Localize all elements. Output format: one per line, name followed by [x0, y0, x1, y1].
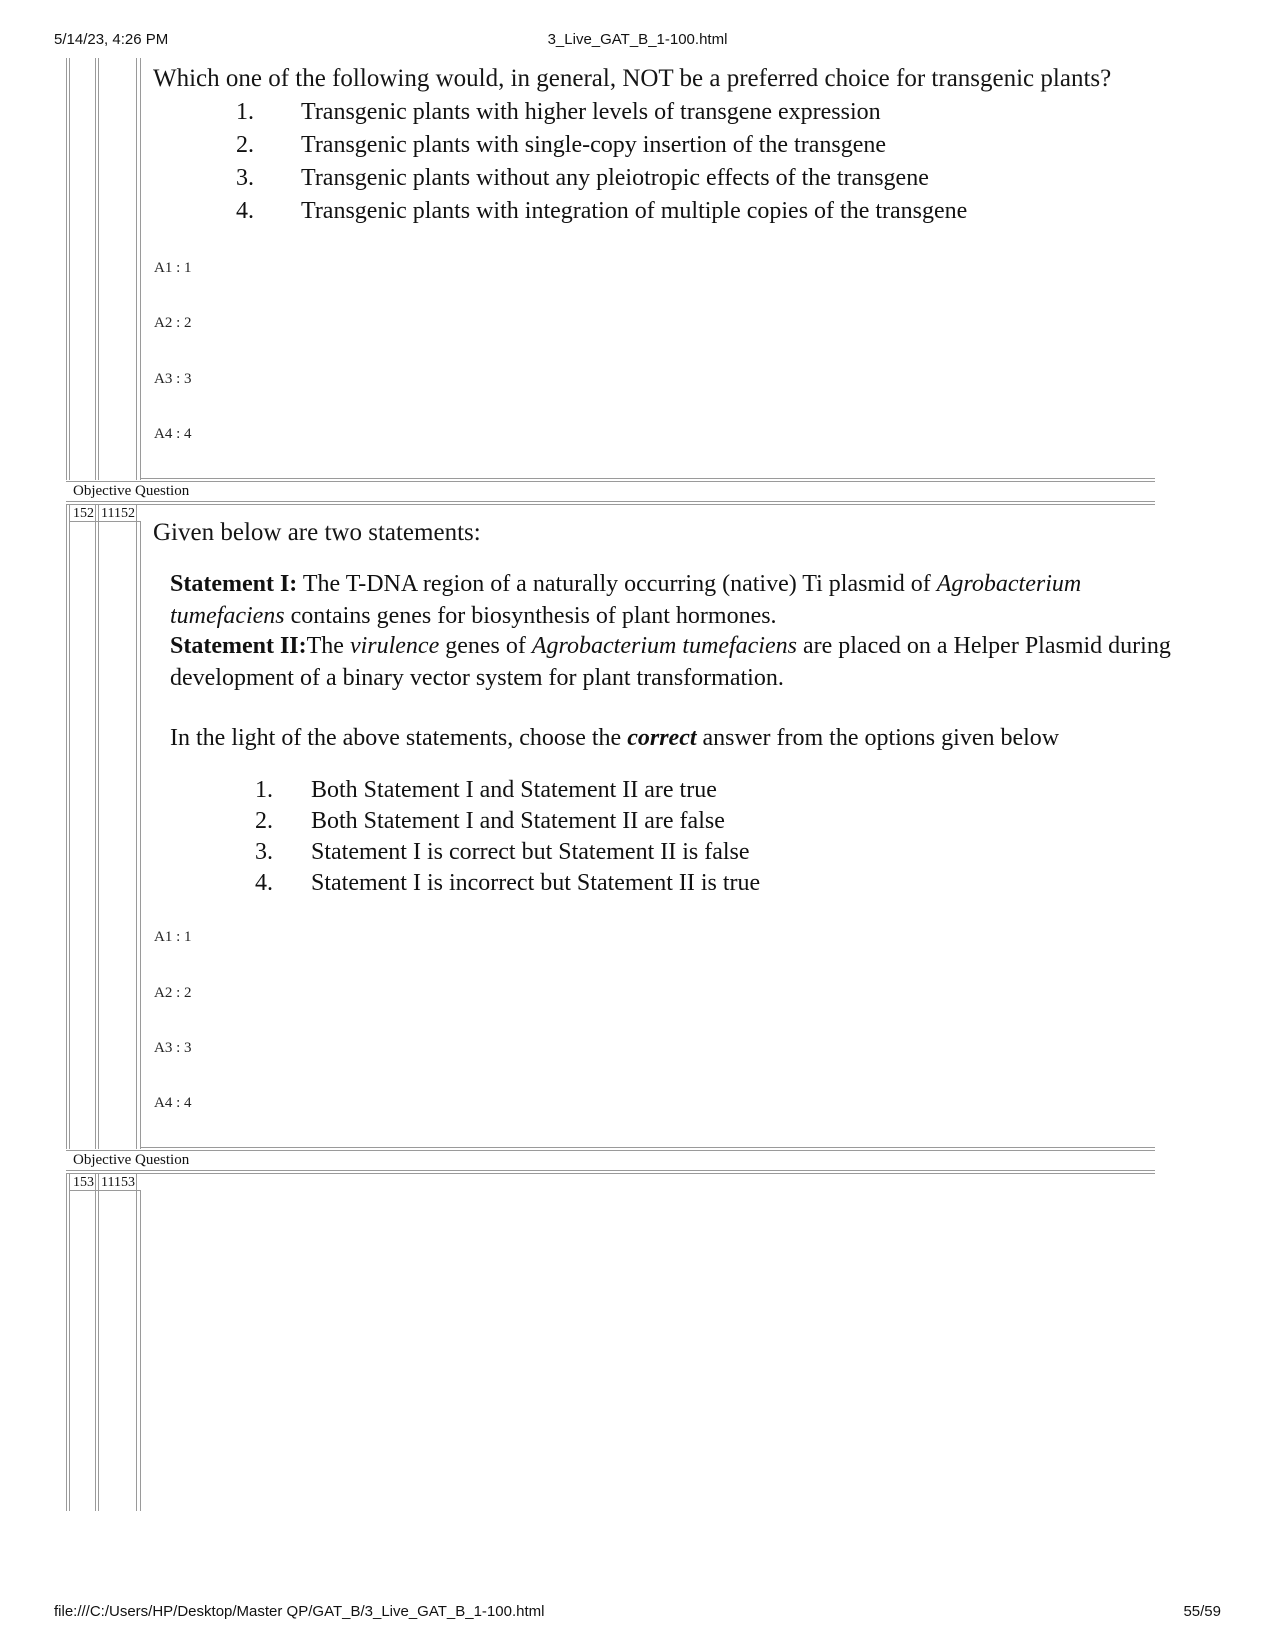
- statement-text: The: [306, 633, 350, 659]
- emphasis-word: correct: [627, 725, 697, 751]
- option-number: 1.: [255, 777, 273, 803]
- statement-text: The T-DNA region of a naturally occurring (native) Ti plasmid of: [297, 571, 937, 597]
- statement-text: genes of: [439, 633, 532, 659]
- option-text: Transgenic plants with single-copy insertion of the transgene: [301, 132, 886, 158]
- answer-option: A4 : 4: [154, 1095, 192, 1111]
- question-id: 11153: [101, 1175, 135, 1190]
- statement-text: are placed on a Helper Plasmid during development of a binary vector system for plant transformation.: [170, 633, 1171, 691]
- option-text: Statement I is incorrect but Statement II is true: [311, 870, 761, 896]
- species-name: Agrobacterium tumefaciens: [170, 571, 1082, 629]
- option-number: 3.: [255, 839, 273, 865]
- option-number: 4.: [236, 198, 254, 224]
- instruction: [170, 722, 1200, 754]
- instruction-text: answer from the options given below: [696, 725, 1060, 751]
- option-text: Transgenic plants with integration of multiple copies of the transgene: [301, 198, 968, 224]
- option-text: Transgenic plants without any pleiotropic effects of the transgene: [301, 165, 929, 191]
- question-intro: Given below are two statements:: [153, 519, 481, 546]
- option-text: Both Statement I and Statement II are false: [311, 808, 725, 834]
- statement-2: [170, 630, 1200, 694]
- option-text: Transgenic plants with higher levels of transgene expression: [301, 99, 881, 125]
- print-file-path: file:///C:/Users/HP/Desktop/Master QP/GAT_B/3_Live_GAT_B_1-100.html: [54, 1603, 545, 1620]
- answer-option: A2 : 2: [154, 985, 192, 1001]
- question-stem: Which one of the following would, in general, NOT be a preferred choice for transgenic plants?: [153, 65, 1112, 92]
- answer-option: A4 : 4: [154, 426, 192, 442]
- print-page-number: 55/59: [1183, 1603, 1221, 1620]
- answer-option: A3 : 3: [154, 371, 192, 387]
- answer-option: A2 : 2: [154, 315, 192, 331]
- option-text: Statement I is correct but Statement II is false: [311, 839, 750, 865]
- statement-1-label: Statement I:: [170, 571, 298, 597]
- option-number: 2.: [255, 808, 273, 834]
- question-type-label: Objective Question: [73, 1152, 190, 1168]
- option-number: 3.: [236, 165, 254, 191]
- question-serial: 153: [73, 1175, 94, 1190]
- species-name: Agrobacterium tumefaciens: [531, 633, 797, 659]
- option-text: Both Statement I and Statement II are true: [311, 777, 717, 803]
- print-datetime: 5/14/23, 4:26 PM: [54, 31, 169, 48]
- print-doc-title: 3_Live_GAT_B_1-100.html: [547, 31, 728, 48]
- answer-option: A1 : 1: [154, 929, 192, 945]
- answer-option: A1 : 1: [154, 260, 192, 276]
- question-type-label: Objective Question: [73, 483, 190, 499]
- gene-term: virulence: [349, 633, 440, 659]
- statement-2-label: Statement II:: [170, 633, 307, 659]
- question-serial: 152: [73, 506, 94, 521]
- question-id: 11152: [101, 506, 135, 521]
- answer-option: A3 : 3: [154, 1040, 192, 1056]
- option-number: 4.: [255, 870, 273, 896]
- statement-text: contains genes for biosynthesis of plant hormones.: [284, 603, 777, 629]
- statement-1: [170, 568, 1200, 632]
- instruction-text: In the light of the above statements, choose the: [170, 725, 628, 751]
- option-number: 2.: [236, 132, 254, 158]
- option-number: 1.: [236, 99, 254, 125]
